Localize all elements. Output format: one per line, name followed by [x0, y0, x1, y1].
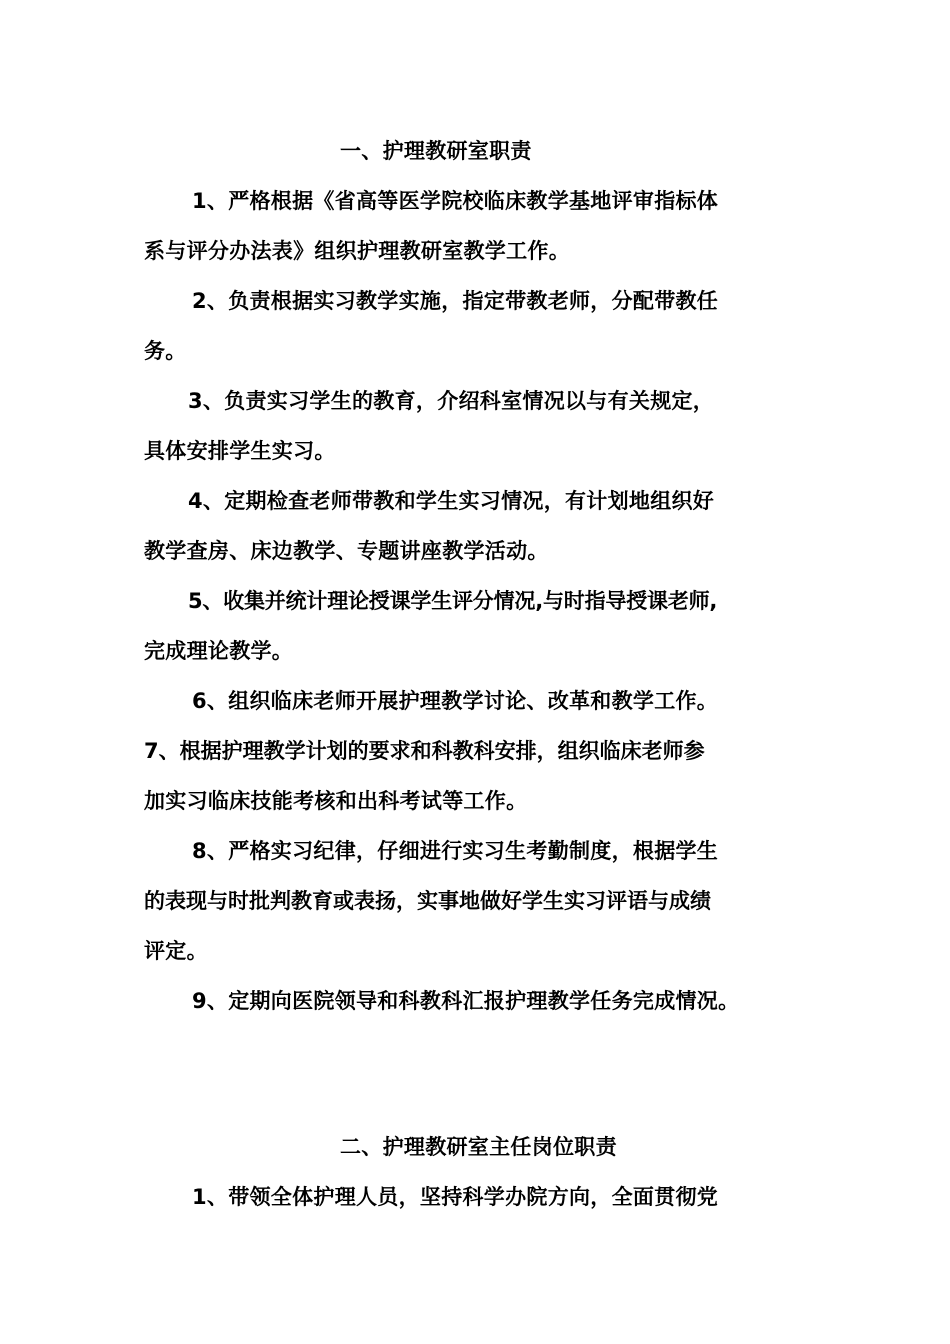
- item-2-line-2: 务。: [144, 339, 187, 363]
- section-1-title: 一、护理教研室职责: [340, 139, 532, 163]
- item-7-line-1: 7、根据护理教学计划的要求和科教科安排，组织临床老师参: [144, 739, 705, 763]
- item-7-line-2: 加实习临床技能考核和出科考试等工作。: [144, 789, 528, 813]
- item-1-line-2: 系与评分办法表》组织护理教研室教学工作。: [144, 239, 570, 263]
- item-8-line-1: 8、严格实习纪律，仔细进行实习生考勤制度，根据学生: [192, 839, 719, 863]
- item-4-line-2: 教学查房、床边教学、专题讲座教学活动。: [144, 539, 549, 563]
- item-5-line-2: 完成理论教学。: [144, 639, 294, 663]
- item-4-line-1: 4、定期检查老师带教和学生实习情况，有计划地组织好: [188, 489, 715, 513]
- item-8-line-3: 评定。: [144, 939, 208, 963]
- section-2-title: 二、护理教研室主任岗位职责: [340, 1135, 617, 1159]
- section-2-item-1-line-1: 1、带领全体护理人员，坚持科学办院方向，全面贯彻党: [192, 1185, 719, 1209]
- item-3-line-1: 3、负责实习学生的教育，介绍科室情况以与有关规定，: [188, 389, 715, 413]
- item-1-line-1: 1、严格根据《省高等医学院校临床教学基地评审指标体: [192, 189, 719, 213]
- item-8-line-2: 的表现与时批判教育或表扬，实事地做好学生实习评语与成绩: [144, 889, 711, 913]
- item-2-line-1: 2、负责根据实习教学实施，指定带教老师，分配带教任: [192, 289, 719, 313]
- item-5-line-1: 5、收集并统计理论授课学生评分情况,与时指导授课老师,: [188, 589, 718, 613]
- item-3-line-2: 具体安排学生实习。: [144, 439, 336, 463]
- item-6-line-1: 6、组织临床老师开展护理教学讨论、改革和教学工作。: [192, 689, 719, 713]
- item-9-line-1: 9、定期向医院领导和科教科汇报护理教学任务完成情况。: [192, 989, 740, 1013]
